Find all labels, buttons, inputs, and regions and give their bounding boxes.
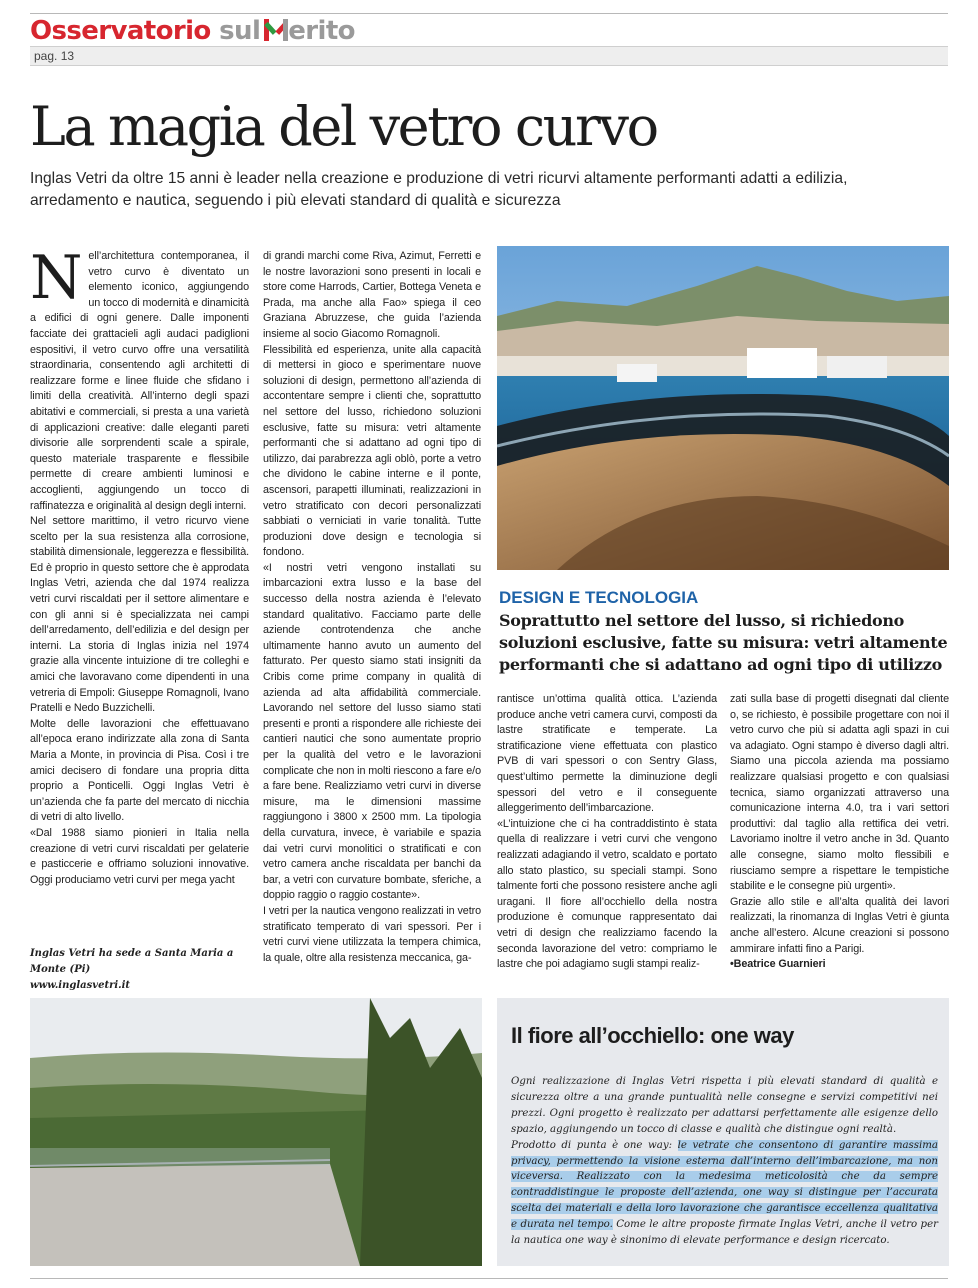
sidebar-box-body (511, 1074, 938, 1249)
masthead-word-3: erito (288, 16, 355, 46)
text-column-3 (497, 692, 717, 973)
sidebar-box-title: Il fiore all’occhiello: one way (511, 1023, 794, 1048)
article-subtitle: Inglas Vetri da oltre 15 anni è leader nella creazione e produzione di vetri ricurvi altamente performanti adatti a edilizia, arredamento e nautica, seguendo i più elevati standard di qualità e sicurezza (30, 170, 848, 209)
paragraph: Nell’architettura contemporanea, il vetro curvo è diventato un elemento iconico, aggiungendo un tocco di modernità e dinamicità a edifici di ogni genere. Dalle imponenti facciate dei grattacieli agli audaci padiglioni espositivi, il vetro curvo offre una versatilità straordinaria, consentendo agli architetti di realizzare forme e linee fluide che sfidano i limiti della creatività. All’interno degli spazi abitativi e commerciali, si presta a una varietà di applicazioni creative: dalle eleganti pareti divisorie alle sorprendenti scale a spirale, questo materiale trasparente e flessibile permette di creare ambienti luminosi e accoglienti, aggiungendo un tocco di raffinatezza e originalità al design degli interni. (30, 243, 249, 512)
paragraph: Prodotto di punta è one way: le vetrate che consentono di garantire massima privacy, permettendo la visione esterna dall’interno dell’imbarcazione, ma non viceversa. Realizzato con la medesima meticolosità che da sempre contraddistingue le proposte dell’azienda, one way si distingue per l’accurata scelta dei materiali e della loro lavorazione che garantisce eccellenza qualitativa e durata nel tempo. Come le altre proposte firmate Inglas Vetri, anche il vetro per la nautica one way è sinonimo di elevate performance e design ricercato. (511, 1139, 938, 1247)
paragraph: Flessibilità ed esperienza, unite alla capacità di mettersi in gioco e sperimentare nuove soluzioni di design, permettono all’azienda di accontentare sempre i clienti che, soprattutto nel settore del lusso, richiedono soluzioni esclusive, fatte su misura: vetri altamente performanti che si adattano ad ogni tipo di utilizzo, dai parabrezza agli oblò, porte a vetro che dividono le cabine interne e il ponte, ascensori, parapetti illuminati, realizzazioni in vetro stratificato con decori personalizzati sabbiati o verniciati in varie tonalità. Tutte produzioni dove design e tecnologia si fondono. (263, 343, 481, 559)
paragraph: Grazie allo stile e all’alta qualità dei lavori realizzati, la rinomanza di Inglas Vetri è giunta anche all’estero. Alcune creazioni si possono ammirare infatti fino a Parigi. (730, 895, 949, 955)
glass-terrace-landscape-photo (30, 998, 482, 1266)
paragraph: Nel settore marittimo, il vetro ricurvo viene scelto per la sua resistenza alla corrosione, stabilità dimensionale, leggerezza e flessibilità. Ed è proprio in questo settore che è approdata Inglas Vetri, azienda che dal 1974 realizza vetri curvi riscaldati per il settore alimentare e con gli anni si è specializzata nei campi dell’arredamento, dell’edilizia e del design per interni. La storia di Inglas inizia nel 1974 grazie alla vincente intuizione di tre colleghi e amici che lavoravano come dipendenti in una vetreria di Empoli: Giuseppe Romagnoli, Ivano Pratelli e Nedo Buzzichelli. (30, 515, 249, 715)
masthead-word-1: Osservatorio (30, 16, 211, 46)
paragraph: di grandi marchi come Riva, Azimut, Ferretti e le nostre lavorazioni sono presenti in locali e store come Harrods, Cartier, Bottega Veneta e Prada, ma anche alla Fao» spiega il ceo Graziana Abruzzese, che guida l’azienda insieme al socio Giacomo Romagnoli. (263, 250, 481, 340)
caption-website-link[interactable]: www.inglasvetri.it (30, 980, 131, 991)
pull-quote: Soprattutto nel settore del lusso, si richiedono soluzioni esclusive, fatte su misura: vetri altamente performanti che si adattano ad ogni tipo di utilizzo (499, 611, 948, 674)
author-byline: •Beatrice Guarnieri (730, 958, 826, 971)
text-column-2 (263, 249, 481, 966)
text-column-4 (730, 692, 949, 973)
top-rule (30, 13, 948, 14)
paragraph: «I nostri vetri vengono installati su imbarcazioni extra lusso e la base del successo della nostra azienda è l’elevato standard qualitativo. Facciamo parte delle aziende controtendenza che anche ultimamente hanno avuto un aumento del fatturato. Per questo siamo stati insigniti da Cribis come prime company in qualità di azienda ad alta affidabilità commerciale. Lavorando nel settore del lusso siamo stati presenti e pronti a rispondere alle richieste dei cantieri nautici che sono aumentate proprio per la qualità del vetro e le lavorazioni complicate che non in molti riescono a fare e/o a fare bene. Realizziamo vetri curvi in diverse misure, ma le dimensioni massime raggiungono i 3800 x 2500 mm. La tipologia della curvatura, invece, è variabile e spazia dai vetri curvi monolitici o stratificati e con vetro camera anche riscaldata per banchi da bar, a vetri con curvature bombate, sferiche, a doppio raggio o raggio costante». (263, 561, 481, 902)
paragraph: zati sulla base di progetti disegnati dal cliente o, se richiesto, è possibile progettare con noi il vetro curvo che più si adatta agli spazi in cui va adagiato. Ogni stampo è diverso dagli altri. Siamo una piccola azienda ma possiamo realizzare qualsiasi progetto e con qualsiasi tecnica, siamo organizzati attraverso una comunicazione interna 4.0, tra i vari settori produttivi: dal taglio alla rettifica dei vetri. Lavoriamo inoltre il vetro anche in 3d. Quanto alle consegne, siamo molto flessibili e riusciamo sempre a rispettare le tempistiche stabilite e le consegne più urgenti». (730, 693, 949, 893)
page-number-bar (30, 46, 948, 66)
paragraph: «L’intuizione che ci ha contraddistinto è stata quella di realizzare i vetri curvi che vengono realizzati adagiando il vetro, scaldato e portato allo stato plastico, su speciali stampi. Sono talmente forti che possono resistere anche agli uragani. Il fiore all’occhiello della nostra produzione è comunque rappresentato dai vetri di design che realizziamo facendo la seconda lavorazione del vetro: compriamo le lastre che poi adagiamo sugli stampi realiz- (497, 817, 717, 971)
paragraph: rantisce un’ottima qualità ottica. L’azienda produce anche vetri camera curvi, composti da lastre stratificate e temperate. La stratificazione viene effettuata con plastico PVB di vari spessori o con Sentry Glass, quest’ultimo permette la diminuzione degli spessori del vetro e il conseguente alleggerimento dell’imbarcazione. (497, 693, 717, 815)
yacht-harbor-photo (497, 246, 949, 570)
merito-m-logo-icon (264, 19, 288, 41)
paragraph: «Dal 1988 siamo pionieri in Italia nella creazione di vetri curvi riscaldati per gelaterie e pasticcerie e offriamo soluzioni innovative. Oggi produciamo vetri curvi per mega yacht (30, 826, 249, 886)
bottom-rule (30, 1278, 948, 1279)
page-number: pag. 13 (34, 49, 75, 63)
paragraph: I vetri per la nautica vengono realizzati in vetro stratificato temperato di vari spessori. Per i vetri curvi viene utilizzata la tempera chimica, la quale, oltre alla resistenza meccanica, ga- (263, 904, 481, 964)
drop-cap: N (30, 243, 83, 313)
caption-location: Inglas Vetri ha sede a Santa Maria a Monte (Pi) (30, 948, 234, 975)
article-title: La magia del vetro curvo (30, 95, 657, 158)
masthead-logo (30, 16, 355, 46)
masthead-word-2: sul (219, 16, 261, 46)
highlighted-text: le vetrate che consentono di garantire massima privacy, permettendo la visione esterna dall’interno dell’imbarcazione, ma non viceversa. Realizzato con la medesima meticolosità che da sempre contraddistingue le proposte dell’azienda, one way si distingue per l’accurata scelta dei materiali e della loro lavorazione che garantisce eccellenza qualitativa e durata nel tempo. (511, 1139, 938, 1231)
text-column-1 (30, 243, 249, 888)
image-caption (30, 946, 260, 994)
paragraph: Ogni realizzazione di Inglas Vetri rispetta i più elevati standard di qualità e sicurezza oltre a una grande puntualità nelle consegne e servizi competitivi nei prezzi. Ogni progetto è realizzato per adattarsi perfettamente alle esigenze dello spazio, aggiungendo un tocco di classe e qualità che distingue ogni realtà. (511, 1076, 938, 1135)
paragraph: Molte delle lavorazioni che effettuavano all’epoca erano indirizzate alla zona di Santa Maria a Monte, in provincia di Pisa. Così i tre amici decisero di fondare una propria ditta proprio a Ponticelli. Oggi Inglas Vetri è un’azienda che fa parte del mercato di nicchia di vetri di alto livello. (30, 717, 249, 824)
section-label: DESIGN E TECNOLOGIA (499, 588, 699, 607)
